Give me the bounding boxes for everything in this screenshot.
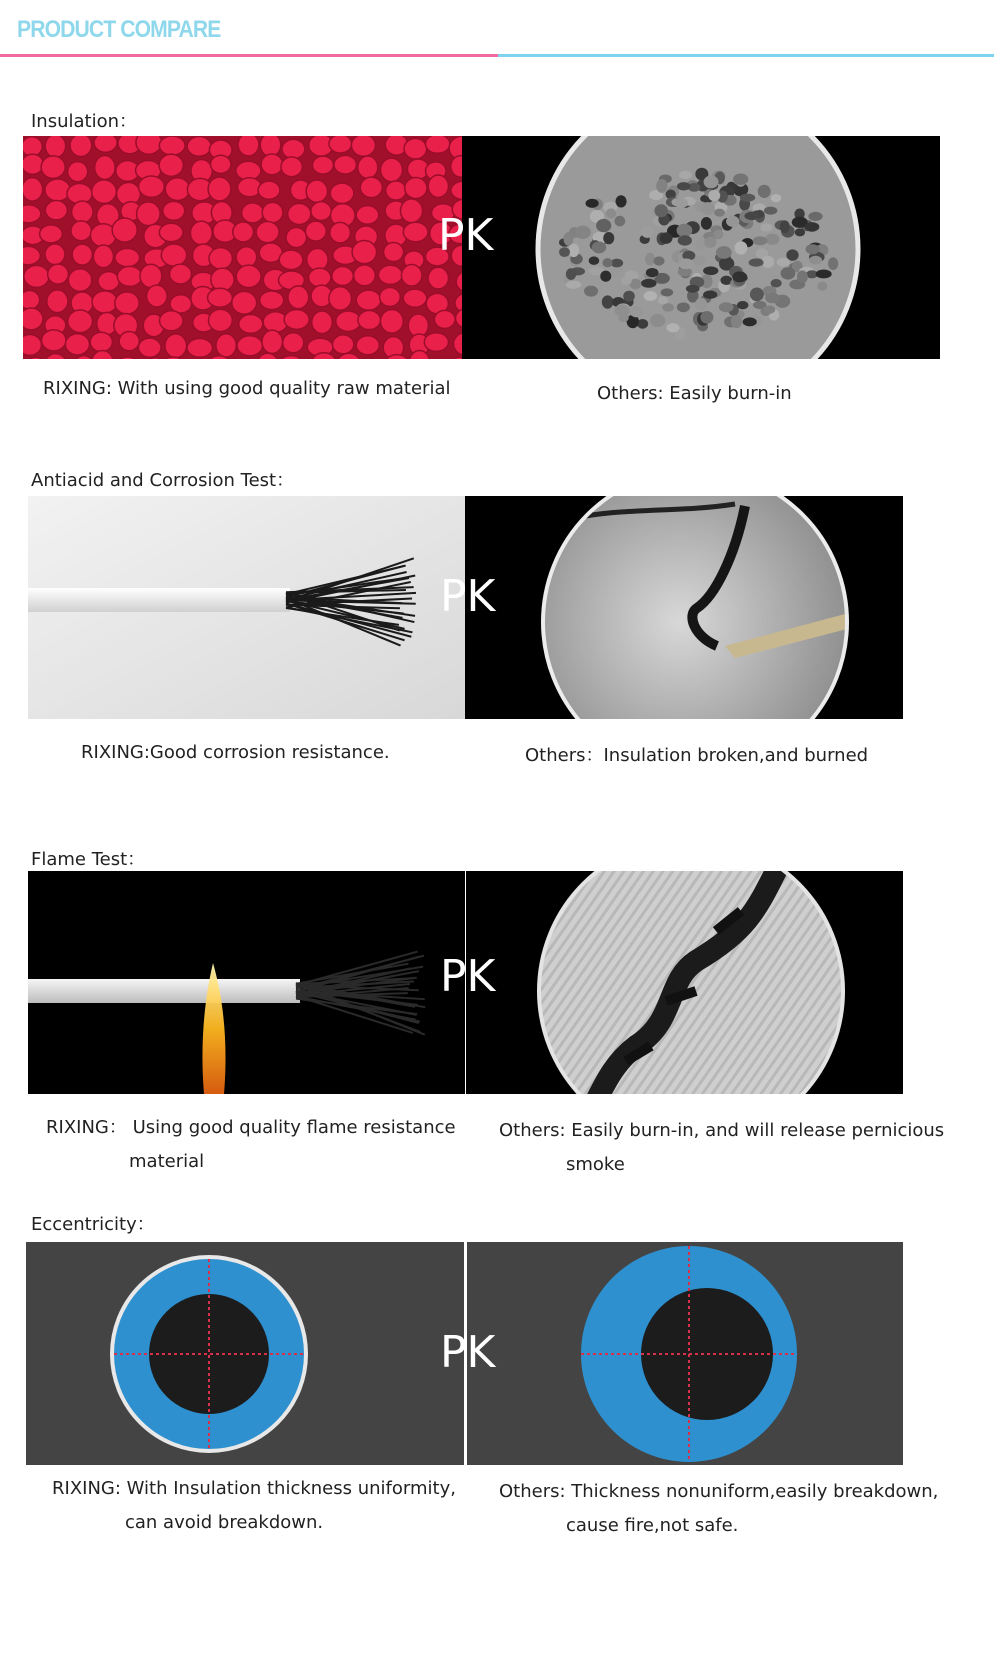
caption-line: RIXING: With using good quality raw material (43, 378, 451, 399)
section-label-flame: Flame Test： (31, 849, 146, 870)
burned-wire-illustration (465, 496, 903, 719)
red-pellets-illustration (23, 136, 483, 359)
white-wire-illustration (28, 496, 465, 719)
pk-label: PK (440, 951, 496, 1002)
caption-line: Others: Easily burn-in (597, 383, 792, 404)
section-label-eccentricity: Eccentricity： (31, 1214, 155, 1235)
burnt-pellets-illustration (462, 136, 940, 359)
caption-others-flame (499, 1114, 944, 1182)
caption-line: cause fire,not safe. (566, 1515, 739, 1536)
caption-line: can avoid breakdown. (125, 1512, 324, 1533)
caption-line: material (129, 1151, 205, 1172)
image-others-wire (465, 496, 903, 719)
caption-others-antiacid (525, 739, 868, 773)
page-title: PRODUCT COMPARE (17, 16, 221, 43)
caption-line: smoke (566, 1154, 625, 1175)
pk-label: PK (438, 210, 494, 261)
section-label-insulation: Insulation： (31, 111, 138, 132)
nonuniform-cable-crosssection (467, 1242, 903, 1465)
section-label-antiacid: Antiacid and Corrosion Test： (31, 470, 295, 491)
header-divider-pink (0, 54, 498, 57)
caption-rixing-insulation (43, 372, 451, 406)
image-rixing-flame (28, 871, 465, 1094)
burnt-wire-illustration (466, 871, 903, 1094)
image-others-flame (466, 871, 903, 1094)
caption-line: RIXING: With Insulation thickness uniformity, (52, 1478, 456, 1499)
image-others-pellets (462, 136, 940, 359)
uniform-cable-crosssection (26, 1242, 464, 1465)
image-rixing-crosssection (26, 1242, 464, 1465)
caption-rixing-flame (46, 1111, 456, 1179)
image-rixing-pellets (23, 136, 483, 359)
pk-label: PK (440, 1327, 496, 1378)
caption-others-eccentricity (499, 1475, 938, 1543)
pk-label: PK (440, 571, 496, 622)
header-divider-blue (498, 54, 994, 57)
page-header (0, 0, 994, 60)
image-rixing-wire (28, 496, 465, 719)
caption-others-insulation (597, 377, 792, 411)
caption-line: Others: Thickness nonuniform,easily breakdown, (499, 1481, 939, 1502)
caption-line: RIXING： Using good quality flame resistance (46, 1117, 456, 1138)
caption-line: RIXING:Good corrosion resistance. (81, 742, 390, 763)
image-others-crosssection (467, 1242, 903, 1465)
caption-line: Others: Easily burn-in, and will release pernicious (499, 1120, 945, 1141)
caption-rixing-antiacid (81, 736, 390, 770)
caption-line: Others：Insulation broken,and burned (525, 745, 869, 766)
caption-rixing-eccentricity (52, 1472, 456, 1540)
flame-wire-illustration (28, 871, 465, 1094)
